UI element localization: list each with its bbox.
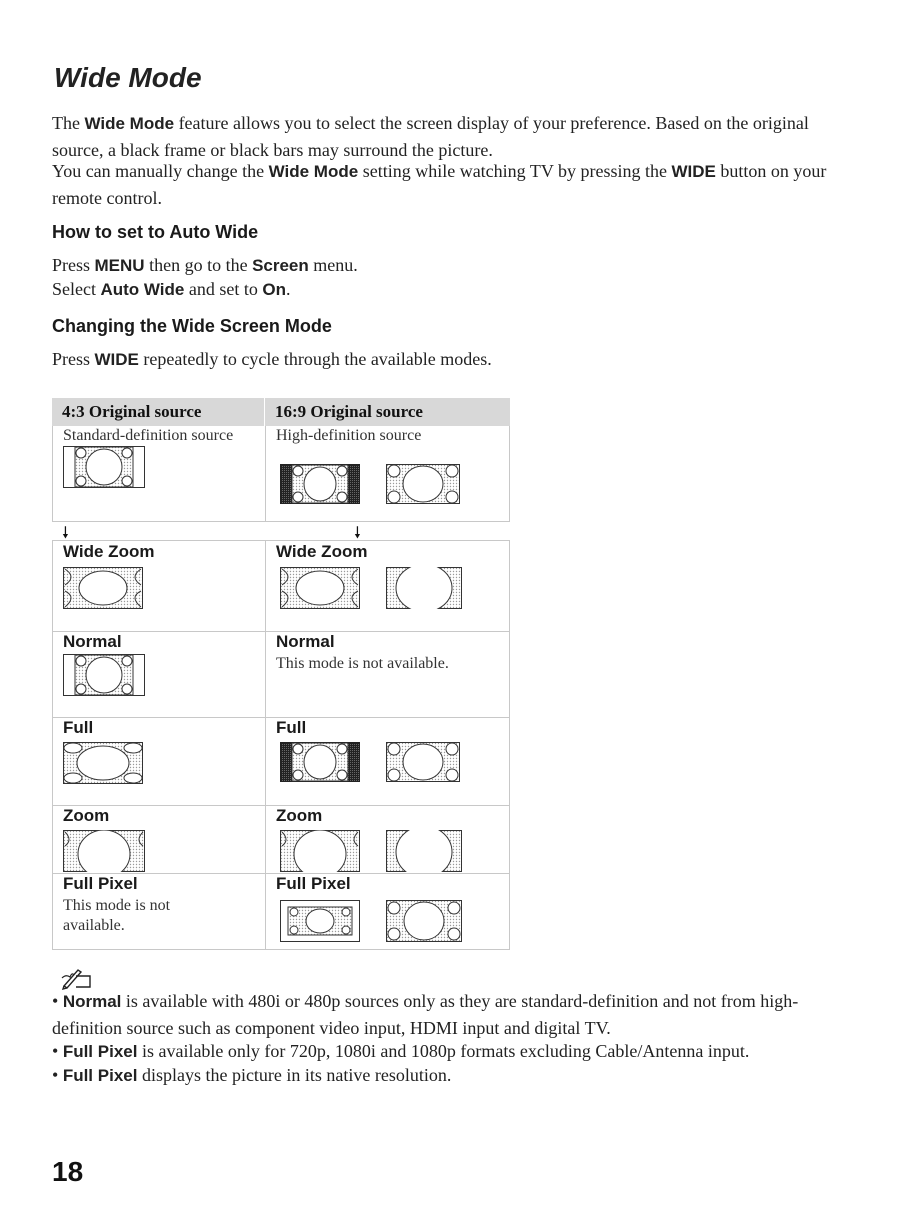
note-bullet-full-pixel-2: • Full Pixel displays the picture in its native resolution. (52, 1065, 452, 1085)
pillarbox-screen-icon (63, 654, 145, 696)
full-screen-icon (386, 900, 462, 942)
full-screen-icon (63, 742, 143, 784)
row-full-pixel-sd (52, 874, 265, 950)
not-available-note: This mode is not available. (276, 655, 449, 672)
row-full-pixel-hd (265, 874, 510, 950)
changing-mode-heading: Changing the Wide Screen Mode (52, 316, 332, 336)
intro-paragraph-2: You can manually change the Wide Mode setting while watching TV by pressing the WIDE button on your remote control. (52, 161, 827, 208)
pillarbox-screen-icon (63, 446, 145, 488)
mode-label-normal: Normal (276, 632, 335, 651)
down-arrow-icon: 🠗 (354, 523, 361, 542)
mode-label-full: Full (276, 718, 307, 737)
row-zoom-sd (52, 806, 265, 874)
zoomed-screen-icon (386, 830, 462, 872)
row-full-sd (52, 718, 265, 806)
wide-zoom-screen-icon (280, 567, 360, 609)
sd-source-label: Standard-definition source (63, 427, 234, 444)
not-available-note: This mode is not available. (63, 897, 171, 934)
page-number: 18 (52, 1156, 84, 1187)
note-bullet-normal: • Normal is available with 480i or 480p sources only as they are standard-definition and not from high-definition source such as component video input, HDMI input and digital TV. (52, 991, 799, 1038)
framed-screen-icon (280, 900, 360, 942)
row-wide-zoom-hd (265, 540, 510, 632)
full-screen-icon (386, 742, 460, 782)
auto-wide-step-1: Press MENU then go to the Screen menu. (52, 255, 358, 275)
row-full-hd (265, 718, 510, 806)
side-bars-screen-icon (280, 464, 360, 504)
zoomed-screen-icon (386, 567, 462, 609)
source-cell-hd (265, 426, 510, 522)
hd-source-label: High-definition source (276, 427, 422, 444)
row-zoom-hd (265, 806, 510, 874)
side-bars-screen-icon (280, 742, 360, 782)
header-16-9-source: 16:9 Original source (265, 398, 510, 426)
auto-wide-heading: How to set to Auto Wide (52, 222, 259, 242)
zoomed-screen-icon (280, 830, 360, 872)
mode-label-zoom: Zoom (63, 806, 110, 825)
mode-label-full-pixel: Full Pixel (276, 874, 351, 893)
mode-label-normal: Normal (63, 632, 122, 651)
row-wide-zoom-sd (52, 540, 265, 632)
mode-label-full-pixel: Full Pixel (63, 874, 138, 893)
pencil-note-icon (60, 966, 96, 990)
wide-zoom-screen-icon (63, 567, 143, 609)
auto-wide-step-2: Select Auto Wide and set to On. (52, 279, 291, 299)
mode-label-wide-zoom: Wide Zoom (276, 542, 368, 561)
zoomed-screen-icon (63, 830, 145, 872)
note-bullet-full-pixel-1: • Full Pixel is available only for 720p, 1080i and 1080p formats excluding Cable/Antenna input. (52, 1041, 750, 1061)
row-normal-hd (265, 632, 510, 718)
intro-paragraph-1: The Wide Mode feature allows you to select the screen display of your preference. Based on the original source, a black frame or black bars may surround the picture. (52, 113, 809, 160)
mode-label-zoom: Zoom (276, 806, 323, 825)
full-screen-icon (386, 464, 460, 504)
changing-mode-text: Press WIDE repeatedly to cycle through the available modes. (52, 349, 492, 369)
wide-mode-term: Wide Mode (84, 114, 175, 133)
row-normal-sd (52, 632, 265, 718)
source-cell-sd (52, 426, 265, 522)
mode-label-full: Full (63, 718, 94, 737)
mode-label-wide-zoom: Wide Zoom (63, 542, 155, 561)
header-4-3-source: 4:3 Original source (52, 398, 264, 426)
down-arrow-icon: 🠗 (62, 523, 69, 542)
page-title: Wide Mode (54, 62, 202, 93)
